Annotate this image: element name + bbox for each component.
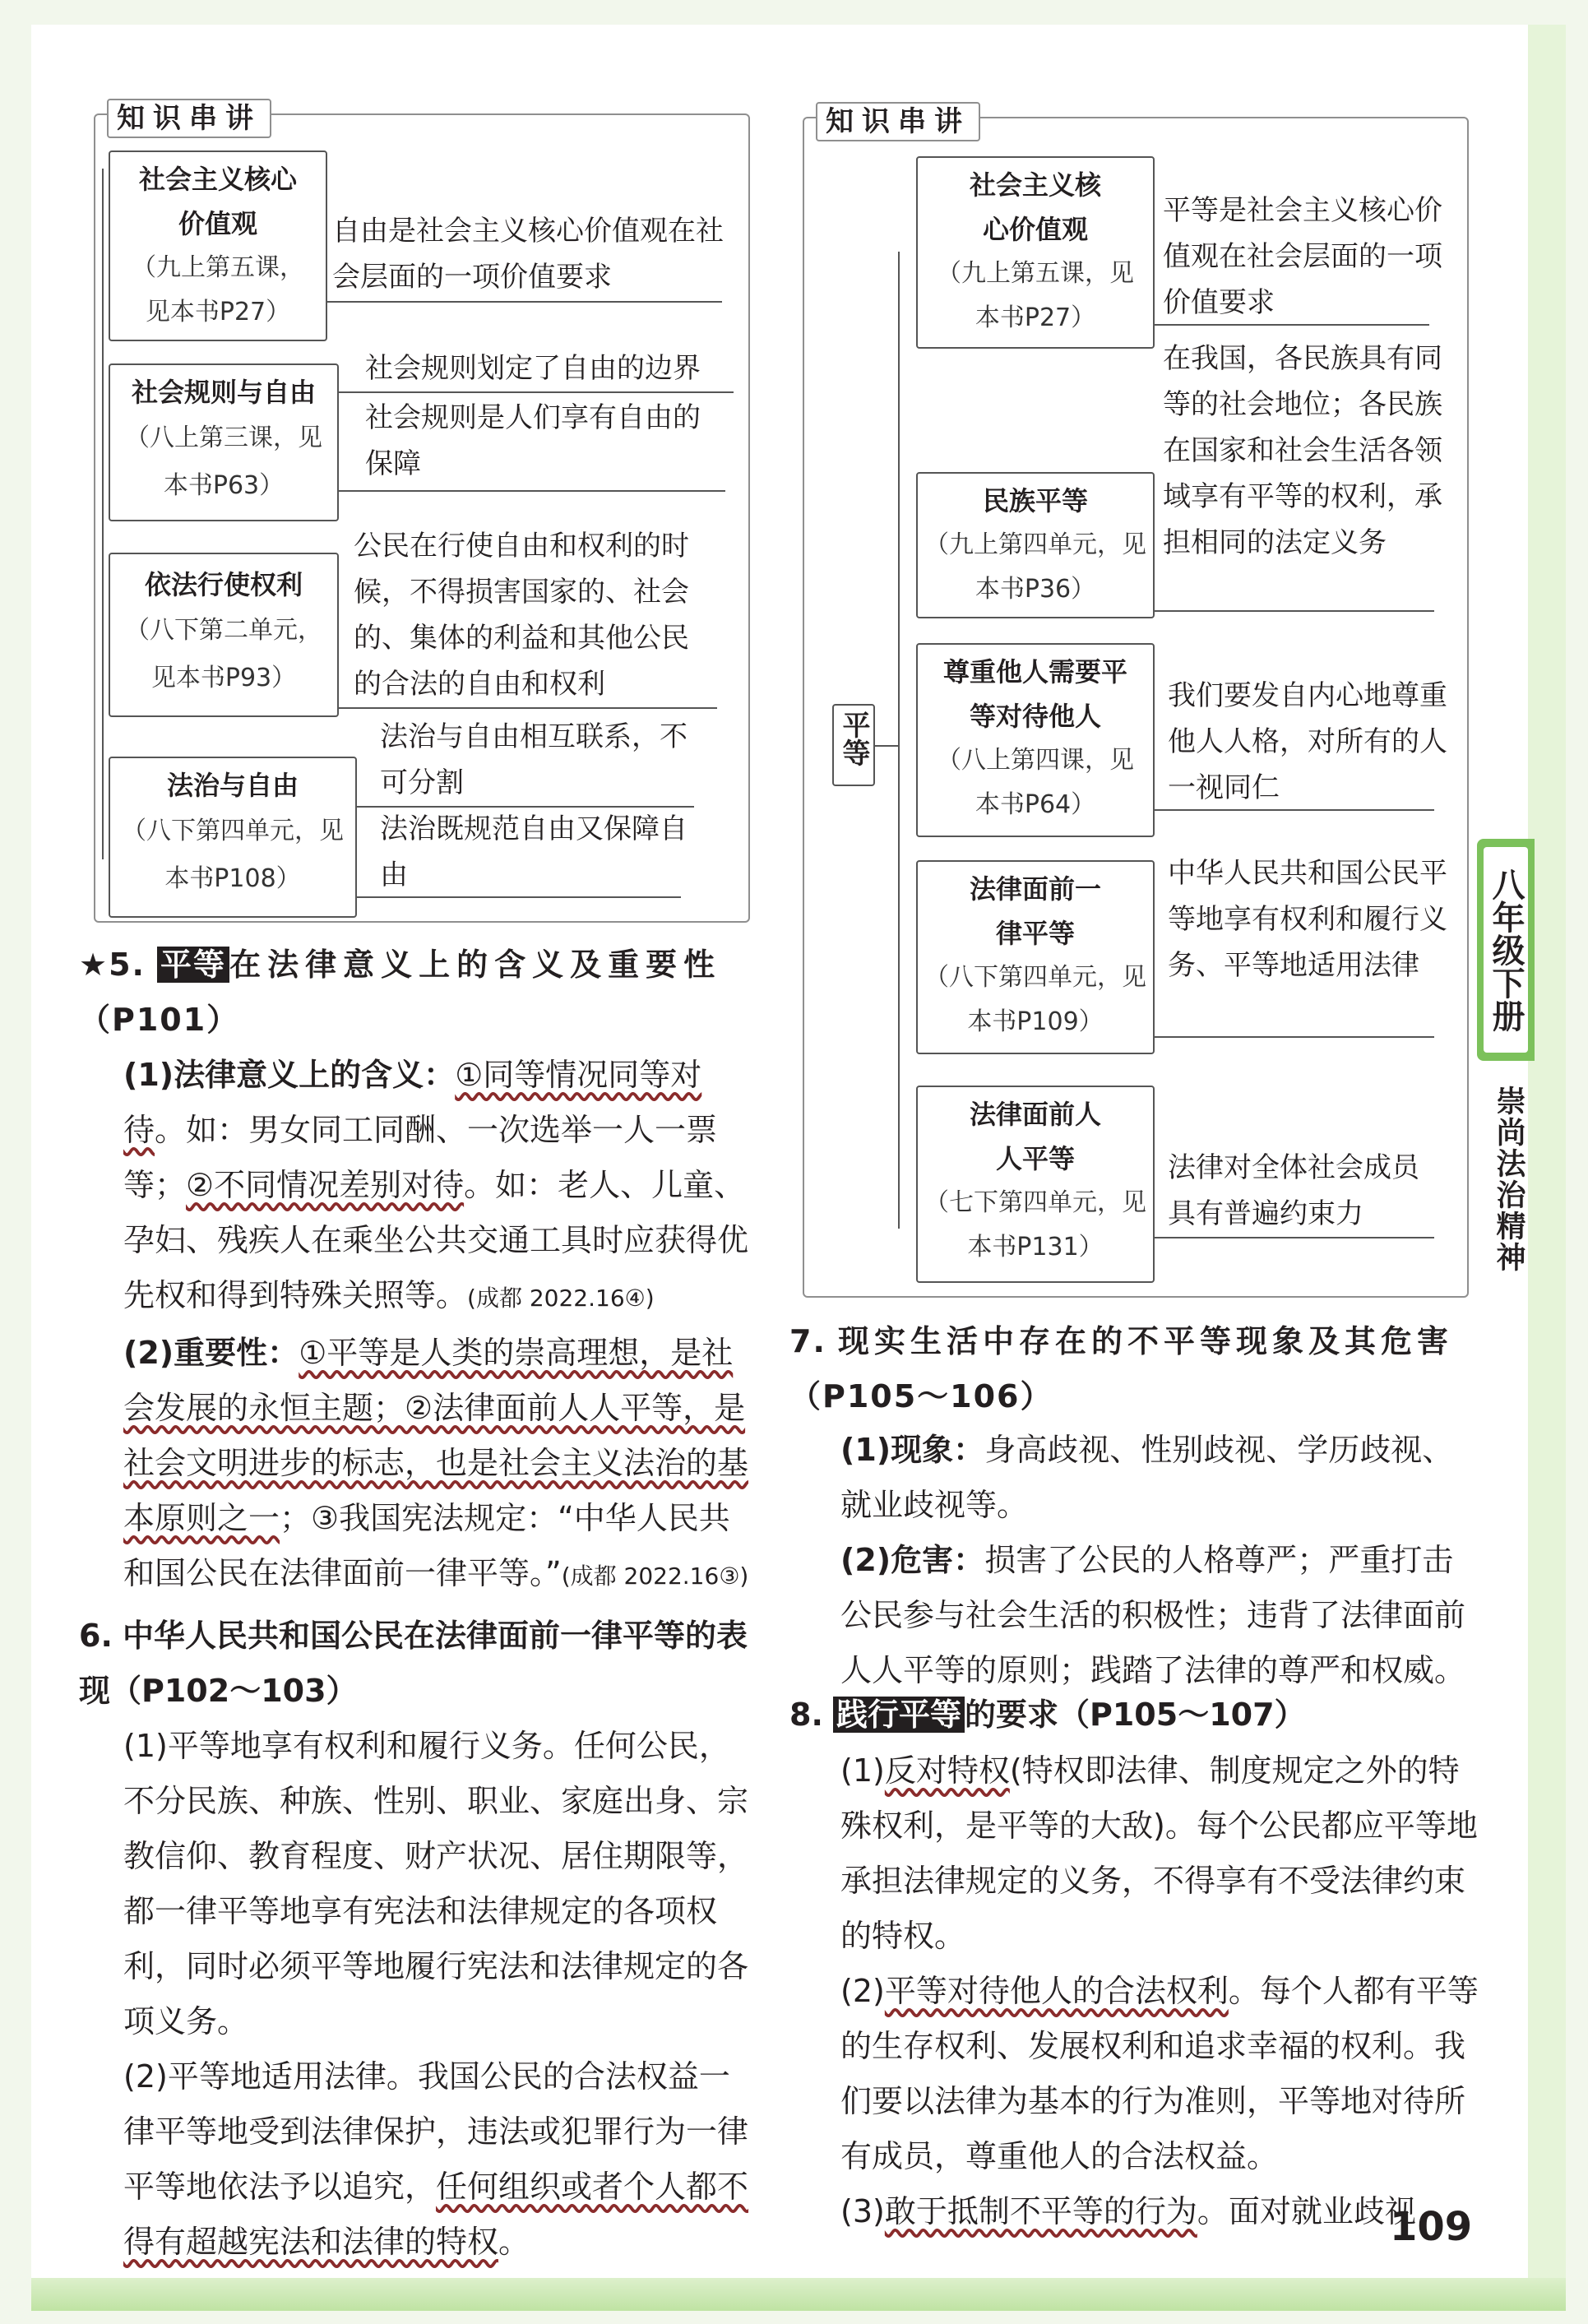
left-node-exercise-rights: 依法行使权利 （八下第二单元，见本书P93） — [109, 553, 339, 717]
section-8-highlight: 践行平等 — [833, 1697, 965, 1733]
left-node-rule-of-law: 法治与自由 （八下第四单元，见本书P108） — [109, 757, 357, 918]
right-desc-1: 平等是社会主义核心价值观在社会层面的一项价值要求 — [1163, 194, 1442, 319]
right-panel-title: 知识串讲 — [816, 102, 980, 141]
left-desc-2a: 社会规则划定了自由的边界 — [365, 352, 701, 385]
chapter-side-label: 崇尚法治精神 — [1492, 1086, 1525, 1273]
right-desc-2: 在我国，各民族具有同等的社会地位；各民族在国家和社会生活各领域享有平等的权利，承担相同的法定义务 — [1163, 342, 1442, 559]
section-5-number: ★5. — [79, 947, 146, 983]
left-underline-4b — [357, 896, 681, 898]
right-root-equality: 平等 — [832, 704, 875, 786]
section-6-body: (1)平等地享有权利和履行义务。任何公民，不分民族、种族、性别、职业、家庭出身、宗教信仰、教育程度、财产状况、居住期限等，都一律平等地享有宪法和法律规定的各项权利，同时必须平等地履行宪法和法律规定的各项义务。 (2)平等地适用法律。我国公民的合法权益一律平等地受到法律保护，违法或犯罪行为一律平等地依法予以追究，任何组织或者个人都不得有超越宪法和法律的特权。 — [123, 1728, 749, 2260]
right-node-equal-before-law: 法律面前一律平等 （八下第四单元，见本书P109） — [916, 860, 1155, 1054]
right-desc-3: 我们要发自内心地尊重他人人格，对所有的人一视同仁 — [1168, 679, 1447, 804]
right-underline-4 — [1155, 1036, 1434, 1038]
right-node-ethnic-equality: 民族平等 （九上第四单元，见本书P36） — [916, 472, 1155, 618]
left-underline-2a — [339, 391, 734, 393]
section-5-body: (1)法律意义上的含义：①同等情况同等对待。如：男女同工同酬、一次选举一人一票等；②不同情况差别对待。如：老人、儿童、孕妇、残疾人在乘坐公共交通工具时应获得优先权和得到特殊关照等。(成都 2022.16④) (2)重要性：①平等是人类的崇高理想，是社会发展的永恒主题；②法律面前人人平等，是社会文明进步的标志，也是社会主义法治的基本原则之一；③我国宪法规定：“中华人民共和国公民在法律面前一律平等。”(成都 2022.16③) — [123, 1057, 749, 1591]
left-tree-trunk — [102, 169, 104, 859]
grade-tab — [1477, 839, 1535, 1061]
right-desc-4: 中华人民共和国公民平等地享有权利和履行义务、平等地适用法律 — [1168, 857, 1447, 982]
left-underline-2b — [339, 490, 725, 492]
left-desc-4a: 法治与自由相互联系，不可分割 — [380, 720, 688, 799]
right-desc-5: 法律对全体社会成员具有普遍约束力 — [1168, 1151, 1419, 1230]
right-node-core-values: 社会主义核心价值观 （九上第五课，见本书P27） — [916, 156, 1155, 349]
left-underline-1 — [327, 301, 722, 303]
section-5-highlight: 平等 — [157, 947, 229, 983]
section-5-title: 在法律意义上的含义及重要性 — [229, 947, 722, 983]
section-8: 8. 践行平等 的要求（P105～107） — [789, 1697, 1306, 1733]
left-desc-3: 公民在行使自由和权利的时候，不得损害国家的、社会的、集体的利益和其他公民的合法的自由和权利 — [354, 530, 689, 701]
left-panel-title: 知识串讲 — [107, 99, 271, 138]
left-underline-3 — [339, 707, 717, 709]
right-root-link — [875, 745, 898, 747]
grade-tab-label: 八年级下册 — [1484, 847, 1528, 1053]
section-7-title: 现实生活中存在的不平等现象及其危害 — [837, 1323, 1453, 1359]
section-7-body: (1)现象：身高歧视、性别歧视、学历歧视、就业歧视等。 (2)危害：损害了公民的人格尊严；严重打击公民参与社会生活的积极性；违背了法律面前人人平等的原则；践踏了法律的尊严和权威。 — [840, 1432, 1466, 1688]
right-underline-2 — [1155, 610, 1434, 612]
section-6-title: 中华人民共和国公民在法律面前一律平等的表现 — [79, 1618, 748, 1709]
section-6: 6. 中华人民共和国公民在法律面前一律平等的表现（P102～103） — [79, 1618, 748, 1709]
left-desc-2b: 社会规则是人们享有自由的保障 — [365, 401, 701, 480]
section-7: 7. 现实生活中存在的不平等现象及其危害 （P105～106） — [789, 1323, 1453, 1414]
right-underline-1 — [1155, 324, 1429, 326]
left-desc-4b: 法治既规范自由又保障自由 — [380, 812, 688, 891]
right-underline-3 — [1155, 809, 1434, 811]
left-node-core-values: 社会主义核心价值观 （九上第五课，见本书P27） — [109, 150, 327, 341]
page-edge-strip — [1528, 25, 1566, 2278]
left-node-social-rules: 社会规则与自由 （八上第三课，见本书P63） — [109, 363, 339, 521]
section-5-page: （P101） — [79, 1002, 240, 1038]
page-number: 109 — [1390, 2204, 1473, 2250]
right-tree-trunk — [898, 252, 900, 1229]
section-8-body: (1)反对特权(特权即法律、制度规定之外的特殊权利，是平等的大敌)。每个公民都应平等地承担法律规定的义务，不得享有不受法律约束的特权。 (2)平等对待他人的合法权利。每个人都有平等的生存权利、发展权利和追求幸福的权利。我们要以法律为基本的行为准则，平等地对待所有成员，尊重他人的合法权益。 (3)敢于抵制不平等的行为。面对就业歧视 — [840, 1752, 1479, 2229]
right-underline-5 — [1155, 1237, 1434, 1238]
right-node-all-equal-before-law: 法律面前人人平等 （七下第四单元，见本书P131） — [916, 1086, 1155, 1283]
left-desc-1: 自由是社会主义核心价值观在社会层面的一项价值要求 — [332, 215, 724, 294]
right-node-respect-others: 尊重他人需要平等对待他人 （八上第四课，见本书P64） — [916, 643, 1155, 837]
page-bottom-strip — [31, 2278, 1566, 2311]
section-5 — [79, 937, 757, 1048]
